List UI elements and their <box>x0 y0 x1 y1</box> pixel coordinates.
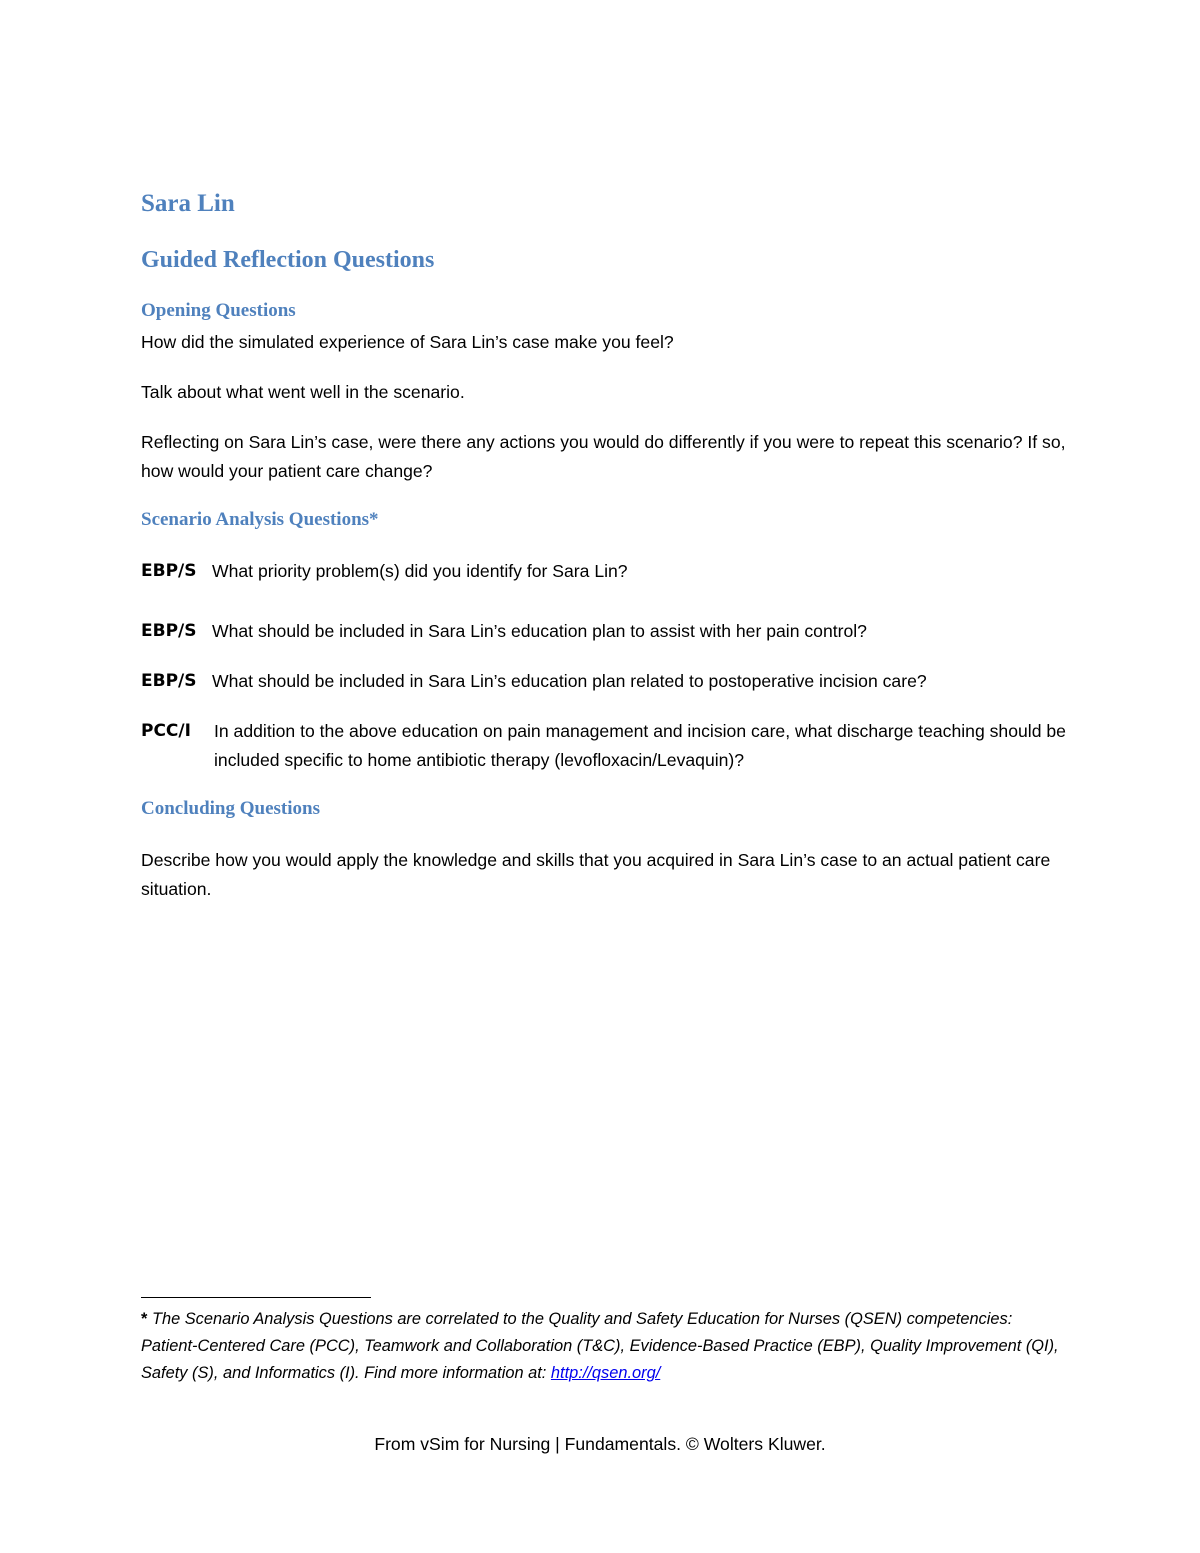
scenario-question-text: What should be included in Sara Lin’s education plan related to postoperative incision care? <box>212 671 927 691</box>
concluding-questions-heading: Concluding Questions <box>141 798 320 819</box>
footnote-marker: * <box>141 1310 148 1328</box>
concluding-question: Describe how you would apply the knowledge and skills that you acquired in Sara Lin’s case to an actual patient care situation. <box>141 850 1051 899</box>
opening-questions-heading: Opening Questions <box>141 300 296 321</box>
scenario-question-text: What should be included in Sara Lin’s education plan to assist with her pain control? <box>212 621 867 641</box>
competency-code: EBP/S <box>141 671 197 691</box>
opening-question: How did the simulated experience of Sara Lin’s case make you feel? <box>141 332 674 352</box>
opening-question: Talk about what went well in the scenario. <box>141 382 465 402</box>
footnote-separator <box>141 1297 371 1298</box>
competency-code: PCC/I <box>141 721 191 741</box>
page-footer: From vSim for Nursing | Fundamentals. © Wolters Kluwer. <box>374 1434 826 1454</box>
scenario-question-text: What priority problem(s) did you identify for Sara Lin? <box>212 561 628 581</box>
page-title: Sara Lin <box>141 190 235 217</box>
footnote <box>141 1306 1061 1387</box>
competency-code: EBP/S <box>141 621 197 641</box>
page-subtitle: Guided Reflection Questions <box>141 247 435 273</box>
scenario-question-text: In addition to the above education on pain management and incision care, what discharge teaching should be included specific to home antibiotic therapy (levofloxacin/Levaquin)? <box>214 721 1066 770</box>
scenario-analysis-heading: Scenario Analysis Questions* <box>141 509 379 530</box>
competency-code: EBP/S <box>141 561 197 581</box>
footnote-text: The Scenario Analysis Questions are correlated to the Quality and Safety Education for Nurses (QSEN) competencies: Patient-Centered Care (PCC), Teamwork and Collaboration (T&C), Evidence-Based Practice (EBP), Quality Improvement (QI), Safety (S), and Informatics (I). Find more information at: <box>141 1310 1059 1382</box>
qsen-link[interactable]: http://qsen.org/ <box>550 1364 661 1382</box>
opening-question: Reflecting on Sara Lin’s case, were there any actions you would do differently if you were to repeat this scenario? If so, how would your patient care change? <box>141 432 1066 481</box>
